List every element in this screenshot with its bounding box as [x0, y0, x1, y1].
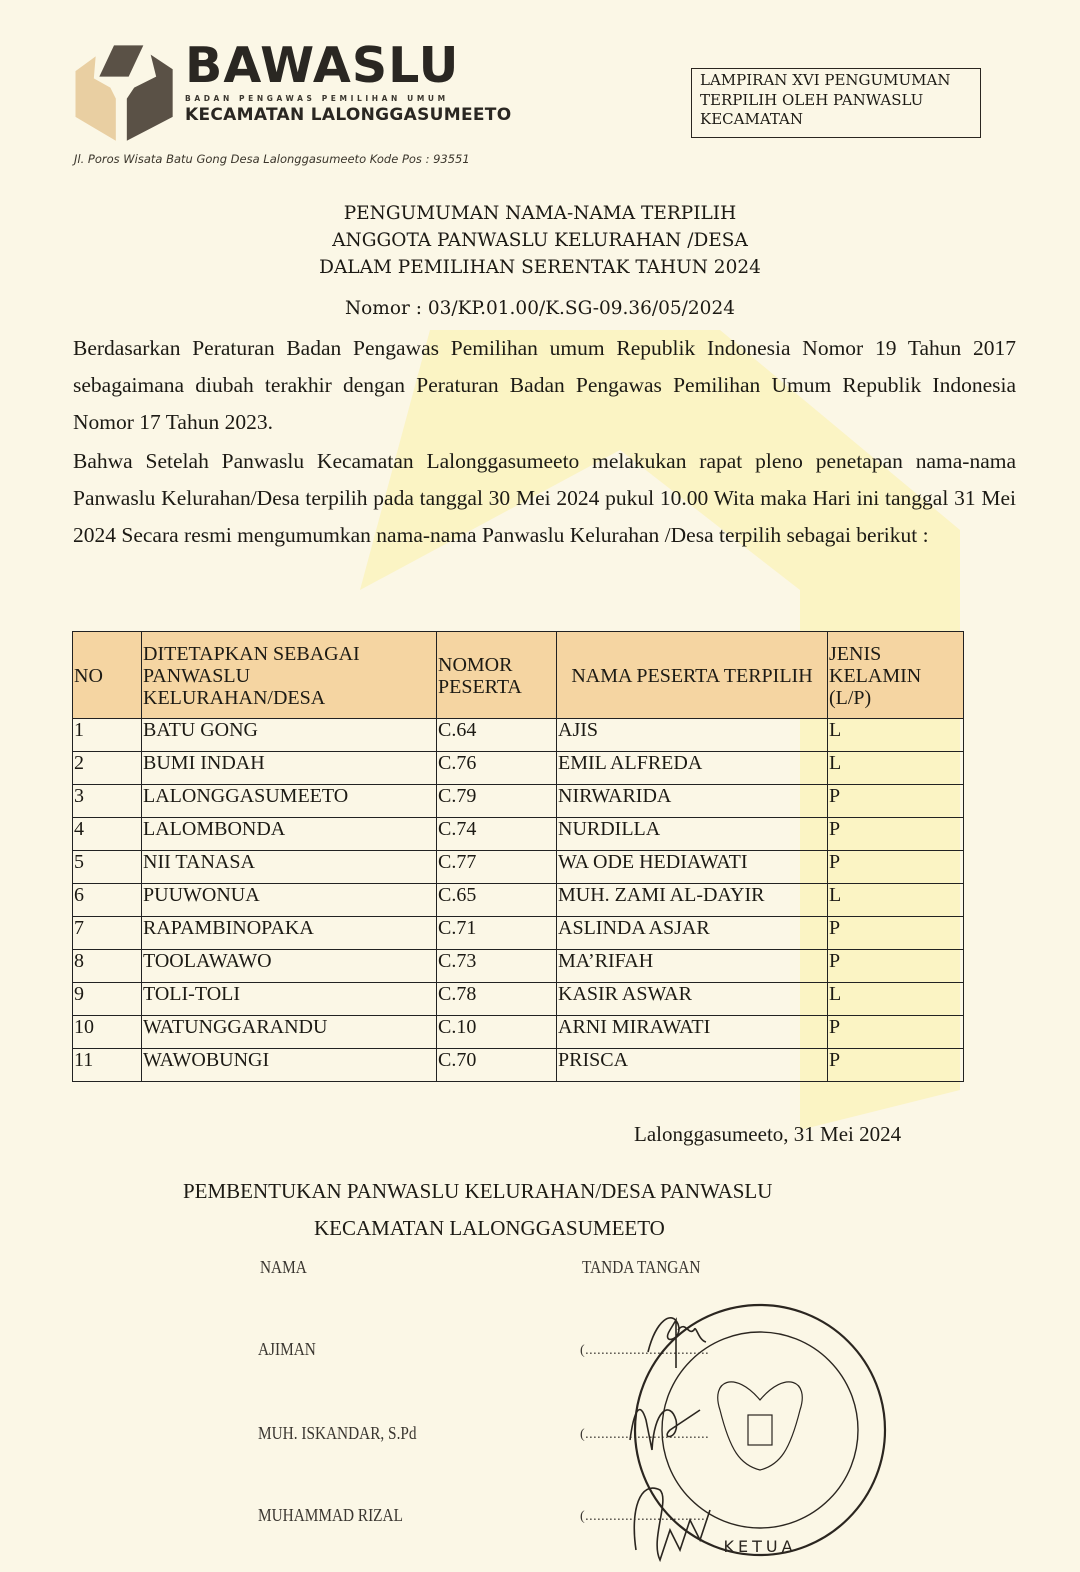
- bawaslu-logo-icon: [70, 42, 180, 146]
- signature-line: (...............................: [580, 1509, 710, 1524]
- cell-jenis-kelamin: P: [828, 851, 964, 884]
- cell-no: 3: [73, 785, 142, 818]
- cell-desa: BATU GONG: [142, 719, 437, 752]
- table-row: [73, 884, 964, 917]
- committee-line-2: KECAMATAN LALONGGASUMEETO: [314, 1216, 665, 1240]
- address: Jl. Poros Wisata Batu Gong Desa Lalonggasumeeto Kode Pos : 93551: [74, 152, 470, 166]
- cell-nama: PRISCA: [557, 1049, 828, 1082]
- paragraph-legal-basis: Berdasarkan Peraturan Badan Pengawas Pemilihan umum Republik Indonesia Nomor 19 Tahun 2017 sebagaimana diubah terakhir dengan Peraturan Badan Pengawas Pemilihan Umum Republik Indonesia Nomor 17 Tahun 2023.: [73, 336, 1016, 434]
- table-row: [73, 752, 964, 785]
- cell-nomor: C.79: [437, 785, 557, 818]
- cell-jenis-kelamin: P: [828, 1049, 964, 1082]
- cell-no: 11: [73, 1049, 142, 1082]
- place-date: Lalonggasumeeto, 31 Mei 2024: [634, 1122, 902, 1146]
- cell-nama: AJIS: [557, 719, 828, 752]
- cell-jenis-kelamin: L: [828, 884, 964, 917]
- stamp-role: KETUA: [723, 1537, 797, 1556]
- cell-desa: BUMI INDAH: [142, 752, 437, 785]
- cell-nomor: C.78: [437, 983, 557, 1016]
- cell-jenis-kelamin: P: [828, 950, 964, 983]
- signatory-name: AJIMAN: [258, 1339, 316, 1359]
- table-row: [73, 785, 964, 818]
- table-row: [73, 719, 964, 752]
- cell-no: 9: [73, 983, 142, 1016]
- table-row: [73, 917, 964, 950]
- cell-desa: PUUWONUA: [142, 884, 437, 917]
- cell-nama: KASIR ASWAR: [557, 983, 828, 1016]
- table-row: [73, 818, 964, 851]
- cell-no: 4: [73, 818, 142, 851]
- cell-nama: MUH. ZAMI AL-DAYIR: [557, 884, 828, 917]
- cell-jenis-kelamin: L: [828, 983, 964, 1016]
- cell-jenis-kelamin: L: [828, 719, 964, 752]
- table-row: [73, 851, 964, 884]
- cell-jenis-kelamin: P: [828, 917, 964, 950]
- cell-desa: LALONGGASUMEETO: [142, 785, 437, 818]
- title-line-1: PENGUMUMAN NAMA-NAMA TERPILIH: [343, 203, 737, 224]
- table-row: [73, 1016, 964, 1049]
- cell-nama: WA ODE HEDIAWATI: [557, 851, 828, 884]
- brand-block: [185, 37, 512, 125]
- col-header-jk: JENIS KELAMIN (L/P): [828, 632, 964, 719]
- committee-line-1: PEMBENTUKAN PANWASLU KELURAHAN/DESA PANWASLU: [183, 1179, 773, 1203]
- cell-nomor: C.65: [437, 884, 557, 917]
- table-row: [73, 1049, 964, 1082]
- table-header-row: [73, 632, 964, 719]
- lampiran-line: LAMPIRAN XVI PENGUMUMAN: [700, 71, 951, 89]
- cell-nomor: C.74: [437, 818, 557, 851]
- cell-no: 7: [73, 917, 142, 950]
- cell-nama: NURDILLA: [557, 818, 828, 851]
- cell-no: 8: [73, 950, 142, 983]
- document-title: [0, 200, 1080, 281]
- col-header-desa: DITETAPKAN SEBAGAI PANWASLU KELURAHAN/DESA: [142, 632, 437, 719]
- cell-no: 10: [73, 1016, 142, 1049]
- lampiran-box: [691, 68, 981, 138]
- cell-nama: ARNI MIRAWATI: [557, 1016, 828, 1049]
- col-header-nama: NAMA PESERTA TERPILIH: [557, 632, 828, 719]
- signatory-name: MUH. ISKANDAR, S.Pd: [258, 1423, 417, 1443]
- brand-subtitle: BADAN PENGAWAS PEMILIHAN UMUM: [185, 94, 449, 103]
- signature-line: (...............................: [580, 1343, 710, 1358]
- table-row: [73, 983, 964, 1016]
- cell-desa: TOOLAWAWO: [142, 950, 437, 983]
- cell-jenis-kelamin: P: [828, 818, 964, 851]
- col-header-no: NO: [73, 632, 142, 719]
- signatory-name: MUHAMMAD RIZAL: [258, 1505, 403, 1525]
- label-nama: NAMA: [260, 1257, 307, 1277]
- cell-nomor: C.71: [437, 917, 557, 950]
- lampiran-line: KECAMATAN: [700, 110, 803, 128]
- cell-no: 5: [73, 851, 142, 884]
- cell-desa: WATUNGGARANDU: [142, 1016, 437, 1049]
- cell-desa: NII TANASA: [142, 851, 437, 884]
- document-number: Nomor : 03/KP.01.00/K.SG-09.36/05/2024: [344, 298, 735, 319]
- title-line-2: ANGGOTA PANWASLU KELURAHAN /DESA: [332, 230, 748, 251]
- cell-no: 2: [73, 752, 142, 785]
- brand-title: BAWASLU: [185, 37, 460, 94]
- paragraph-announcement: Bahwa Setelah Panwaslu Kecamatan Lalonggasumeeto melakukan rapat pleno penetapan nama-nama Panwaslu Kelurahan/Desa terpilih pada tanggal 30 Mei 2024 pukul 10.00 Wita maka Hari ini tanggal 31 Mei 2024 Secara resmi mengumumkan nama-nama Panwaslu Kelurahan /Desa terpilih sebagai berikut :: [73, 449, 1016, 547]
- cell-desa: RAPAMBINOPAKA: [142, 917, 437, 950]
- title-line-3: DALAM PEMILIHAN SERENTAK TAHUN 2024: [319, 257, 761, 278]
- cell-nama: NIRWARIDA: [557, 785, 828, 818]
- signature-line: (...............................: [580, 1427, 710, 1442]
- cell-desa: LALOMBONDA: [142, 818, 437, 851]
- cell-desa: TOLI-TOLI: [142, 983, 437, 1016]
- results-table: [72, 631, 964, 1082]
- table-row: [73, 950, 964, 983]
- cell-nama: MA’RIFAH: [557, 950, 828, 983]
- cell-jenis-kelamin: P: [828, 1016, 964, 1049]
- cell-no: 6: [73, 884, 142, 917]
- cell-no: 1: [73, 719, 142, 752]
- cell-desa: WAWOBUNGI: [142, 1049, 437, 1082]
- cell-nomor: C.70: [437, 1049, 557, 1082]
- cell-nama: ASLINDA ASJAR: [557, 917, 828, 950]
- label-tanda-tangan: TANDA TANGAN: [582, 1257, 701, 1277]
- cell-nomor: C.76: [437, 752, 557, 785]
- cell-nomor: C.64: [437, 719, 557, 752]
- lampiran-line: TERPILIH OLEH PANWASLU: [700, 90, 924, 109]
- brand-kecamatan: KECAMATAN LALONGGASUMEETO: [185, 105, 512, 125]
- cell-jenis-kelamin: P: [828, 785, 964, 818]
- cell-nomor: C.77: [437, 851, 557, 884]
- cell-nomor: C.73: [437, 950, 557, 983]
- cell-jenis-kelamin: L: [828, 752, 964, 785]
- cell-nomor: C.10: [437, 1016, 557, 1049]
- col-header-nomor: NOMOR PESERTA: [437, 632, 557, 719]
- cell-nama: EMIL ALFREDA: [557, 752, 828, 785]
